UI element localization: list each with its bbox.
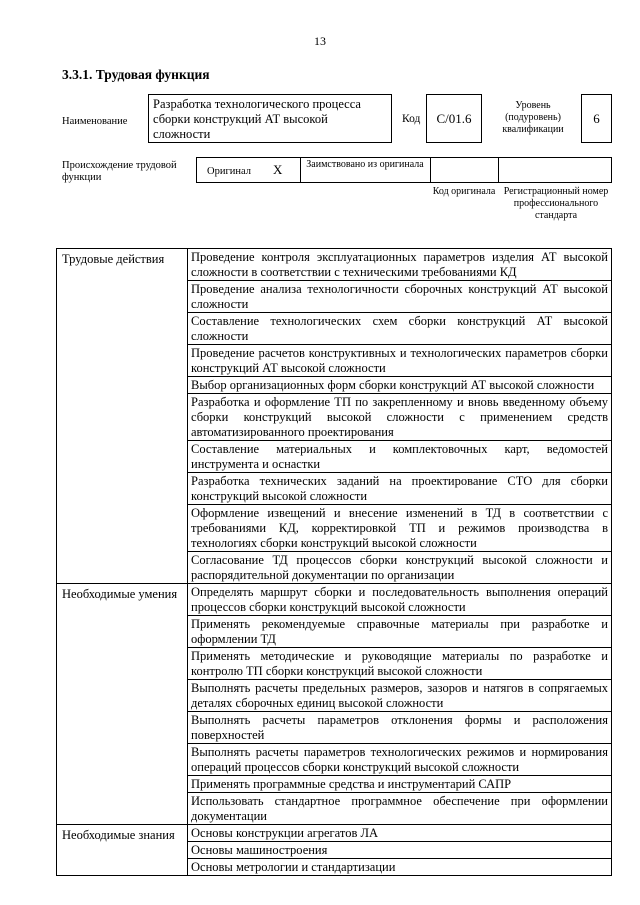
- code-original-label: Код оригинала: [432, 186, 496, 197]
- section-title-knowledge: Необходимые знания: [57, 825, 188, 876]
- list-item: Проведение анализа технологичности сборочных конструкций АТ высокой сложности: [188, 281, 612, 313]
- section-title-actions: Трудовые действия: [57, 249, 188, 584]
- section-title-skills: Необходимые умения: [57, 584, 188, 825]
- list-item: Определять маршрут сборки и последовательность выполнения операций процессов сборки конструкций высокой сложности: [188, 584, 612, 616]
- list-item: Выполнять расчеты параметров технологических режимов и нормирования операций процессов сборки конструкций высокой сложности: [188, 744, 612, 776]
- list-item: Составление материальных и комплектовочных карт, ведомостей инструмента и оснастки: [188, 441, 612, 473]
- reg-number-cell: [499, 158, 613, 182]
- list-item: Оформление извещений и внесение изменений в ТД в соответствии с требованиями КД, корректировкой ТП и режимов производства в технологиях сборки конструкций высокой сложности: [188, 505, 612, 552]
- reg-number-label: Регистрационный номер профессионального стандарта: [503, 186, 609, 221]
- original-label: Оригинал: [207, 166, 251, 177]
- list-item: Проведение контроля эксплуатационных параметров изделия АТ высокой сложности в соответствии с техническими требованиями КД: [188, 249, 612, 281]
- table-row: [57, 249, 612, 281]
- list-item: Проведение расчетов конструктивных и технологических параметров сборки конструкций АТ высокой сложности: [188, 345, 612, 377]
- table-row: [57, 584, 612, 616]
- level-label: Уровень (подуровень) квалификации: [502, 100, 564, 135]
- list-item: Согласование ТД процессов сборки конструкций высокой сложности и распорядительной документации по организации: [188, 552, 612, 584]
- origin-label: Происхождение трудовой функции: [62, 160, 177, 183]
- borrowed-label: Заимствовано из оригинала: [306, 159, 424, 170]
- list-item: Основы машиностроения: [188, 842, 612, 859]
- table-row: [57, 825, 612, 842]
- section-title: 3.3.1. Трудовая функция: [62, 67, 210, 82]
- origin-row: [196, 157, 612, 183]
- name-label: Наименование: [62, 116, 128, 127]
- list-item: Составление технологических схем сборки конструкций АТ высокой сложности: [188, 313, 612, 345]
- code-label: Код: [402, 113, 421, 125]
- list-item: Основы метрологии и стандартизации: [188, 859, 612, 876]
- list-item: Выполнять расчеты предельных размеров, зазоров и натягов в сопрягаемых деталях сборочных единиц высокой сложности: [188, 680, 612, 712]
- borrowed-cell: [301, 158, 431, 182]
- list-item: Применять рекомендуемые справочные материалы при разработке и оформлении ТД: [188, 616, 612, 648]
- list-item: Использовать стандартное программное обеспечение при оформлении документации: [188, 793, 612, 825]
- list-item: Применять методические и руководящие материалы по разработке и контролю ТП сборки конструкций высокой сложности: [188, 648, 612, 680]
- qualification-level-box: 6: [581, 94, 612, 143]
- function-name-box: Разработка технологического процесса сборки конструкций АТ высокой сложности: [148, 94, 392, 143]
- list-item: Разработка технических заданий на проектирование СТО для сборки конструкций высокой сложности: [188, 473, 612, 505]
- code-original-cell: [431, 158, 499, 182]
- list-item: Выполнять расчеты параметров отклонения формы и расположения поверхностей: [188, 712, 612, 744]
- original-mark: X: [273, 162, 283, 177]
- function-code-box: С/01.6: [426, 94, 482, 143]
- list-item: Основы конструкции агрегатов ЛА: [188, 825, 612, 842]
- original-cell: [197, 158, 301, 182]
- page-number: 13: [314, 34, 326, 48]
- list-item: Выбор организационных форм сборки конструкций АТ высокой сложности: [188, 377, 612, 394]
- list-item: Разработка и оформление ТП по закрепленному и вновь введенному объему сборки конструкций высокой сложности с применением средств автоматизированного проектирования: [188, 394, 612, 441]
- list-item: Применять программные средства и инструментарий САПР: [188, 776, 612, 793]
- competency-table: [56, 248, 612, 876]
